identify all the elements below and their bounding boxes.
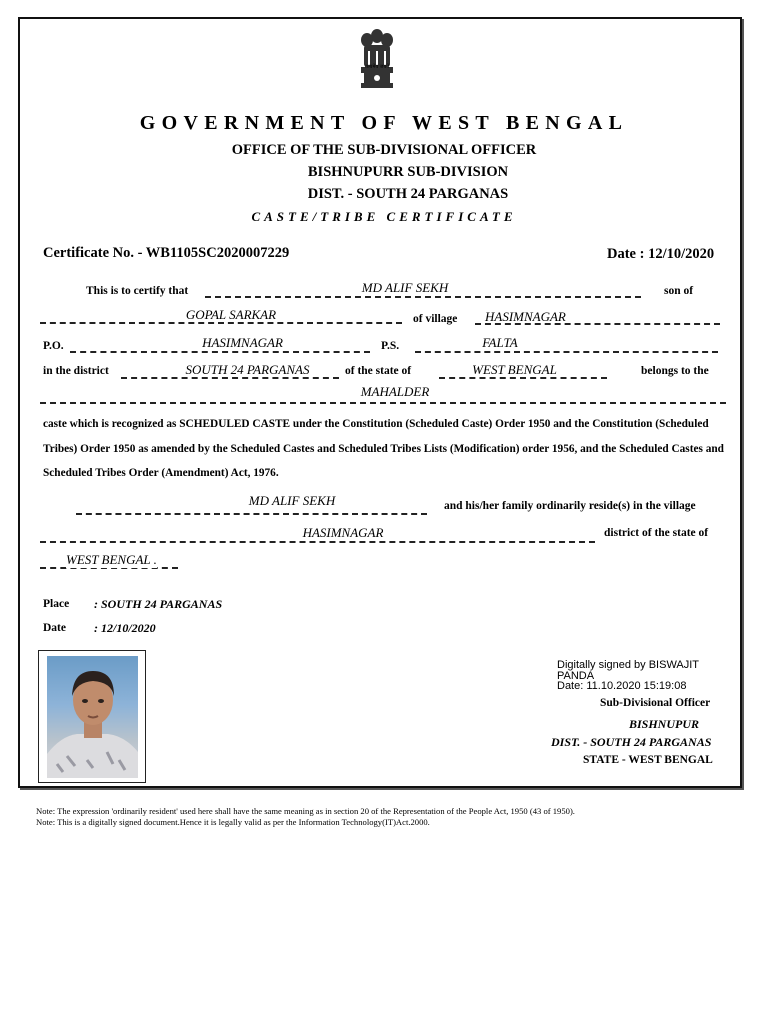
office-title: OFFICE OF THE SUB-DIVISIONAL OFFICER (231, 142, 537, 158)
government-title: GOVERNMENT OF WEST BENGAL (139, 112, 629, 134)
caste-recognition-paragraph: caste which is recognized as SCHEDULED CASTE under the Constitution (Scheduled Caste) Order 1950 and the Constitution (Scheduled Tribes) Order 1950 as amended by the Scheduled Castes and Scheduled Tribes Lists (Modification) order 1956, and the Scheduled Castes and Scheduled Tribes Order (Amendment) Act, 1976. (43, 418, 724, 480)
reside-village-value: HASIMNAGAR (268, 525, 418, 541)
certificate-number: Certificate No. - WB1105SC2020007229 (43, 245, 290, 261)
in-district-label: in the district (43, 365, 109, 377)
note-ordinarily-resident: Note: The expression 'ordinarily resident' used here shall have the same meaning as in section 20 of the Representation of the People Act, 1950 (43 of 1950). (36, 806, 575, 816)
officer-designation: Sub-Divisional Officer (600, 697, 711, 709)
reside-label: and his/her family ordinarily reside(s) in the village (444, 500, 696, 512)
officer-state: STATE - WEST BENGAL (583, 754, 713, 766)
name-line (205, 296, 641, 298)
state-value: WEST BENGAL (472, 362, 557, 377)
digital-signature-signer: Digitally signed by BISWAJIT PANDA (557, 659, 699, 682)
po-line (70, 351, 370, 353)
emblem-motto: सत्यमेव जयते (364, 64, 390, 70)
certificate-title: CASTE/TRIBE CERTIFICATE (251, 209, 517, 224)
reside-state-value: WEST BENGAL . (66, 552, 157, 567)
applicant-photo (47, 656, 138, 778)
officer-place: BISHNUPUR (629, 717, 700, 731)
ps-value: FALTA (482, 335, 518, 350)
son-of-label: son of (664, 285, 694, 297)
district-title: DIST. - SOUTH 24 PARGANAS (307, 186, 509, 202)
of-state-label: of the state of (345, 365, 412, 377)
place-value: : SOUTH 24 PARGANAS (94, 597, 223, 611)
village-value: HASIMNAGAR (485, 309, 566, 324)
district-state-label: district of the state of (604, 527, 709, 539)
district-value: SOUTH 24 PARGANAS (185, 362, 310, 377)
po-label: P.O. (43, 340, 64, 352)
caste-line (40, 402, 726, 404)
date-value: : 12/10/2020 (94, 621, 156, 635)
officer-district: DIST. - SOUTH 24 PARGANAS (551, 735, 712, 749)
place-label: Place (43, 598, 70, 610)
ps-line (415, 351, 718, 353)
belongs-to-label: belongs to the (641, 365, 709, 377)
name-value: MD ALIF SEKH (361, 280, 449, 295)
reside-name-value: MD ALIF SEKH (248, 493, 336, 508)
certify-label: This is to certify that (86, 285, 189, 297)
po-value: HASIMNAGAR (202, 335, 283, 350)
ps-label: P.S. (381, 340, 400, 352)
certificate-date: Date : 12/10/2020 (607, 246, 715, 262)
caste-value: MAHALDER (360, 384, 430, 399)
reside-name-line (76, 513, 427, 515)
note-digitally-signed: Note: This is a digitally signed document.Hence it is legally valid as per the Information Technology(IT)Act.2000. (36, 817, 430, 827)
of-village-label: of village (413, 313, 458, 325)
date-label: Date (43, 622, 66, 634)
father-value: GOPAL SARKAR (185, 307, 277, 322)
subdivision-title: BISHNUPURR SUB-DIVISION (307, 164, 509, 180)
reside-village-line (40, 541, 595, 543)
digital-signature-date: Date: 11.10.2020 15:19:08 (557, 680, 687, 692)
